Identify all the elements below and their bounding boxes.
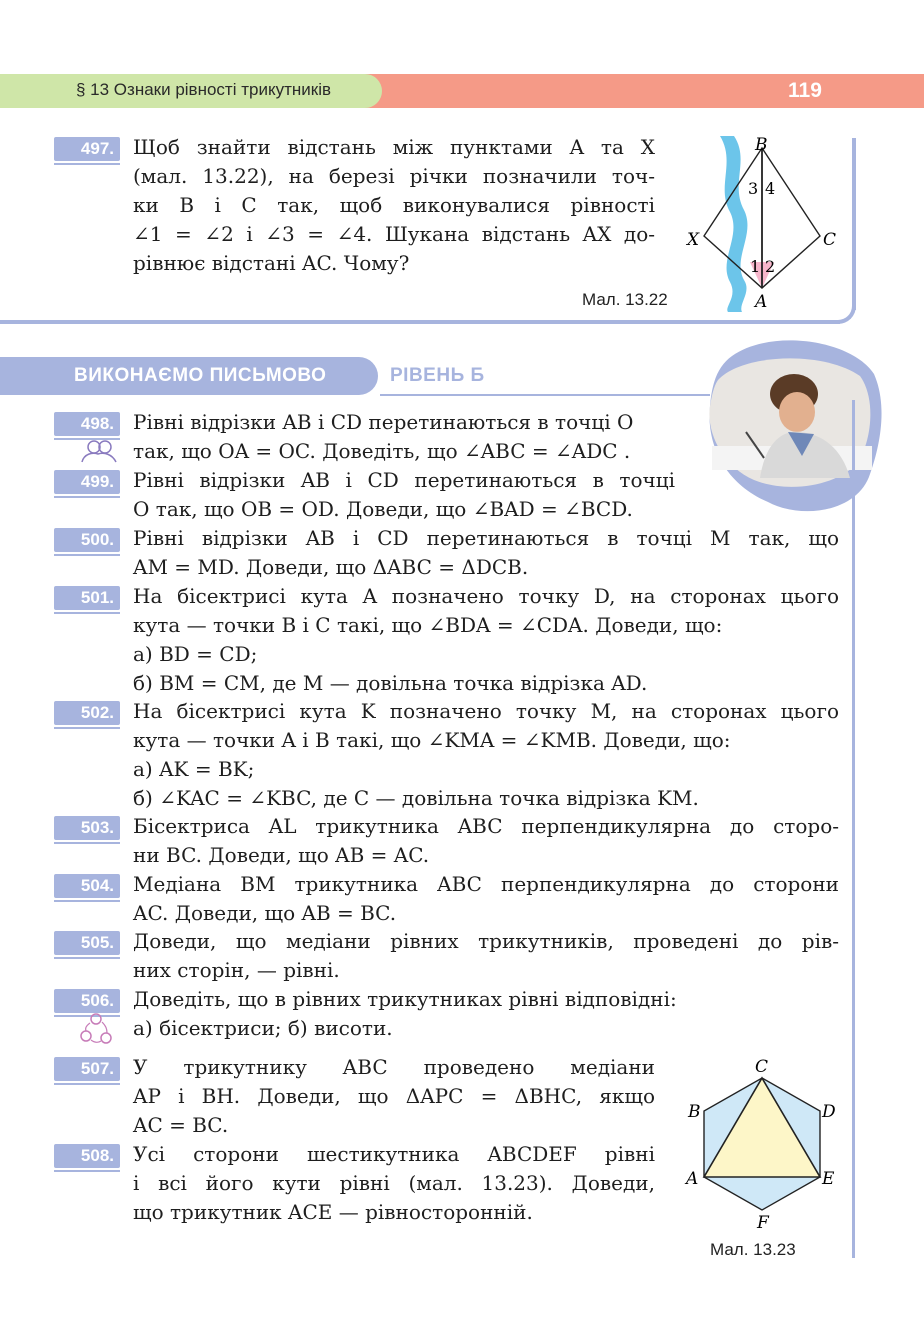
problem-506-line-1: Доведіть, що в рівних трикутниках рівні відповідні: <box>133 987 677 1011</box>
figure-13-23 <box>680 1054 850 1232</box>
problem-502-line-2: кута — точки A і B такі, що ∠KMA = ∠KMB. Доведи, що: <box>133 728 731 752</box>
problem-number-502: 502. <box>54 701 120 725</box>
student-photo <box>702 336 884 518</box>
problem-503-line-1: Бісектриса AL трикутника ABC перпендикулярна до сторо- <box>133 814 839 838</box>
problem-508-line-1: Усі сторони шестикутника ABCDEF рівні <box>133 1142 655 1166</box>
section-title: § 13 Ознаки рівності трикутників <box>76 80 331 99</box>
figure-caption-13-23: Мал. 13.23 <box>710 1240 796 1259</box>
label-d: D <box>822 1102 836 1122</box>
frame-right-line <box>852 138 856 310</box>
problem-500-line-1: Рівні відрізки AB і CD перетинаються в точці M так, що <box>133 526 839 550</box>
problem-507-line-1: У трикутнику ABC проведено медіани <box>133 1055 655 1079</box>
problem-number-497: 497. <box>54 137 120 161</box>
section-header-underline <box>380 394 710 396</box>
label-2: 2 <box>765 257 776 276</box>
label-c: C <box>755 1057 769 1077</box>
cycle-icon <box>78 1012 114 1048</box>
problem-497-line-1: Щоб знайти відстань між пунктами A та X <box>133 135 655 159</box>
problem-498-line-2: так, що OA = OC. Доведіть, що ∠ABC = ∠ADC . <box>133 439 631 463</box>
problem-499-line-1: Рівні відрізки AB і CD перетинаються в точці <box>133 468 675 492</box>
label-b: B <box>688 1102 701 1122</box>
problem-number-498: 498. <box>54 412 120 436</box>
label-b: B <box>755 135 768 155</box>
problem-505-line-2: них сторін, — рівні. <box>133 958 340 982</box>
problem-502-line-4: б) ∠KAC = ∠KBC, де C — довільна точка відрізка KM. <box>133 786 699 810</box>
problem-number-505: 505. <box>54 931 120 955</box>
label-c: C <box>823 230 837 250</box>
problem-497-line-3: ки B і C так, щоб виконувалися рівності <box>133 193 655 217</box>
problem-506-line-2: а) бісектриси; б) висоти. <box>133 1016 393 1040</box>
problem-501-line-1: На бісектрисі кута A позначено точку D, на сторонах цього <box>133 584 839 608</box>
header-bar-right <box>360 74 924 108</box>
problem-number-504: 504. <box>54 874 120 898</box>
frame-bottom-line <box>0 320 840 324</box>
label-a: A <box>755 292 768 312</box>
problem-497-line-5: рівнює відстані AC. Чому? <box>133 251 410 275</box>
pair-work-icon <box>78 438 122 464</box>
problem-501-line-4: б) BM = CM, де M — довільна точка відрізка AD. <box>133 671 648 695</box>
label-4: 4 <box>765 179 776 198</box>
problem-498-line-1: Рівні відрізки AB і CD перетинаються в точці O <box>133 410 634 434</box>
label-3: 3 <box>748 179 759 198</box>
problem-number-507: 507. <box>54 1057 120 1081</box>
section-header-title: ВИКОНАЄМО ПИСЬМОВО <box>74 365 327 386</box>
problem-503-line-2: ни BC. Доведи, що AB = AC. <box>133 843 430 867</box>
problem-499-line-2: O так, що OB = OD. Доведи, що ∠BAD = ∠BCD. <box>133 497 633 521</box>
problem-502-line-3: а) AK = BK; <box>133 757 255 781</box>
problem-504-line-1: Медіана BM трикутника ABC перпендикулярна до сторони <box>133 872 839 896</box>
label-1: 1 <box>750 257 761 276</box>
label-f: F <box>757 1213 769 1232</box>
section-header-level: РІВЕНЬ Б <box>390 365 485 386</box>
problem-497-line-2: (мал. 13.22), на березі річки позначили точ- <box>133 164 655 188</box>
problem-505-line-1: Доведи, що медіани рівних трикутників, проведені до рів- <box>133 929 839 953</box>
problem-507-line-3: AC = BC. <box>133 1113 229 1137</box>
figure-13-22 <box>680 132 850 314</box>
problem-508-line-3: що трикутник ACE — рівносторонній. <box>133 1200 533 1224</box>
label-x: X <box>687 230 700 250</box>
problem-504-line-2: AC. Доведи, що AB = BC. <box>133 901 397 925</box>
problem-number-500: 500. <box>54 528 120 552</box>
problem-number-499: 499. <box>54 470 120 494</box>
column-right-line <box>852 400 855 1258</box>
problem-number-506: 506. <box>54 989 120 1013</box>
page-number: 119 <box>788 79 822 102</box>
figure-caption-13-22: Мал. 13.22 <box>582 290 668 309</box>
problem-507-line-2: AP і BH. Доведи, що ΔAPC = ΔBHC, якщо <box>133 1084 655 1108</box>
river-shape <box>720 136 747 312</box>
problem-number-508: 508. <box>54 1144 120 1168</box>
problem-number-501: 501. <box>54 586 120 610</box>
problem-508-line-2: і всі його кути рівні (мал. 13.23). Доведи, <box>133 1171 655 1195</box>
problem-number-503: 503. <box>54 816 120 840</box>
label-e: E <box>822 1169 835 1189</box>
problem-497-line-4: ∠1 = ∠2 і ∠3 = ∠4. Шукана відстань AX до- <box>133 222 655 246</box>
problem-500-line-2: AM = MD. Доведи, що ΔABC = ΔDCB. <box>133 555 529 579</box>
problem-501-line-3: а) BD = CD; <box>133 642 258 666</box>
problem-501-line-2: кута — точки B і C такі, що ∠BDA = ∠CDA. Доведи, що: <box>133 613 723 637</box>
problem-502-line-1: На бісектрисі кута K позначено точку M, на сторонах цього <box>133 699 839 723</box>
label-a: A <box>686 1169 699 1189</box>
